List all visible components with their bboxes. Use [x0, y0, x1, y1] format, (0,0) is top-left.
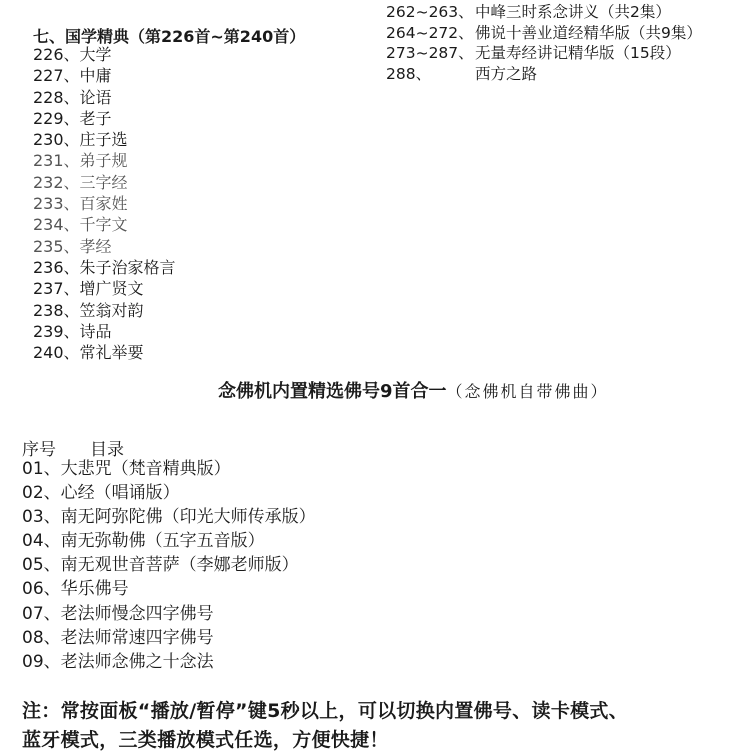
item-title: 佛说十善业道经精华版（共9集）	[475, 23, 702, 42]
guoxue-list	[33, 44, 176, 363]
item-number: 262~263、	[386, 3, 474, 21]
header-catalog: 目录	[90, 440, 124, 460]
list-item: 230、庄子选	[33, 130, 128, 150]
builtin-subtitle: （念佛机自带佛曲）	[446, 382, 609, 401]
list-item: 231、弟子规	[33, 151, 128, 171]
item-title: 无量寿经讲记精华版（15段）	[475, 44, 681, 62]
list-item	[386, 64, 702, 85]
list-item	[386, 43, 702, 64]
list-item: 233、百家姓	[33, 194, 128, 214]
list-item: 240、常礼举要	[33, 343, 144, 363]
list-item: 235、孝经	[33, 236, 112, 256]
list-item: 236、朱子治家格言	[33, 257, 176, 277]
list-item: 232、三字经	[33, 172, 128, 192]
note-line: 注：常按面板“播放/暂停”键5秒以上，可以切换内置佛号、读卡模式、	[22, 700, 629, 722]
item-number: 273~287、	[386, 44, 474, 62]
builtin-title: 念佛机内置精选佛号9首合一	[218, 381, 447, 402]
track-item: 05、南无观世音菩萨（李娜老师版）	[22, 555, 299, 576]
note-line: 蓝牙模式，三类播放模式任选，方便快捷！	[22, 729, 389, 751]
track-item: 06、华乐佛号	[22, 579, 129, 600]
list-item: 228、论语	[33, 87, 112, 107]
list-item	[386, 2, 702, 23]
list-item: 238、笠翁对韵	[33, 300, 144, 320]
list-item	[386, 23, 702, 44]
track-item: 02、心经（唱诵版）	[22, 483, 180, 504]
track-item: 04、南无弥勒佛（五字五音版）	[22, 531, 265, 552]
list-item: 234、千字文	[33, 215, 128, 235]
header-number: 序号	[22, 440, 56, 460]
lecture-list	[386, 2, 702, 84]
usage-note	[22, 697, 628, 755]
list-item: 237、增广贤文	[33, 279, 144, 299]
track-item: 03、南无阿弥陀佛（印光大师传承版）	[22, 507, 316, 528]
section-title-guoxue: 七、国学精典（第226首~第240首）	[33, 27, 306, 46]
track-item: 07、老法师慢念四字佛号	[22, 603, 214, 624]
item-number: 264~272、	[386, 23, 474, 42]
list-item: 227、中庸	[33, 66, 112, 86]
track-list	[22, 457, 316, 674]
list-item: 239、诗品	[33, 321, 112, 341]
track-item: 01、大悲咒（梵音精典版）	[22, 459, 231, 479]
track-item: 09、老法师念佛之十念法	[22, 651, 214, 672]
item-title: 中峰三时系念讲义（共2集）	[475, 3, 671, 21]
track-item: 08、老法师常速四字佛号	[22, 627, 214, 648]
builtin-heading	[218, 377, 609, 403]
list-item: 229、老子	[33, 108, 112, 128]
item-number: 288、	[386, 64, 432, 83]
item-title: 西方之路	[475, 64, 538, 83]
list-item: 226、大学	[33, 45, 112, 64]
